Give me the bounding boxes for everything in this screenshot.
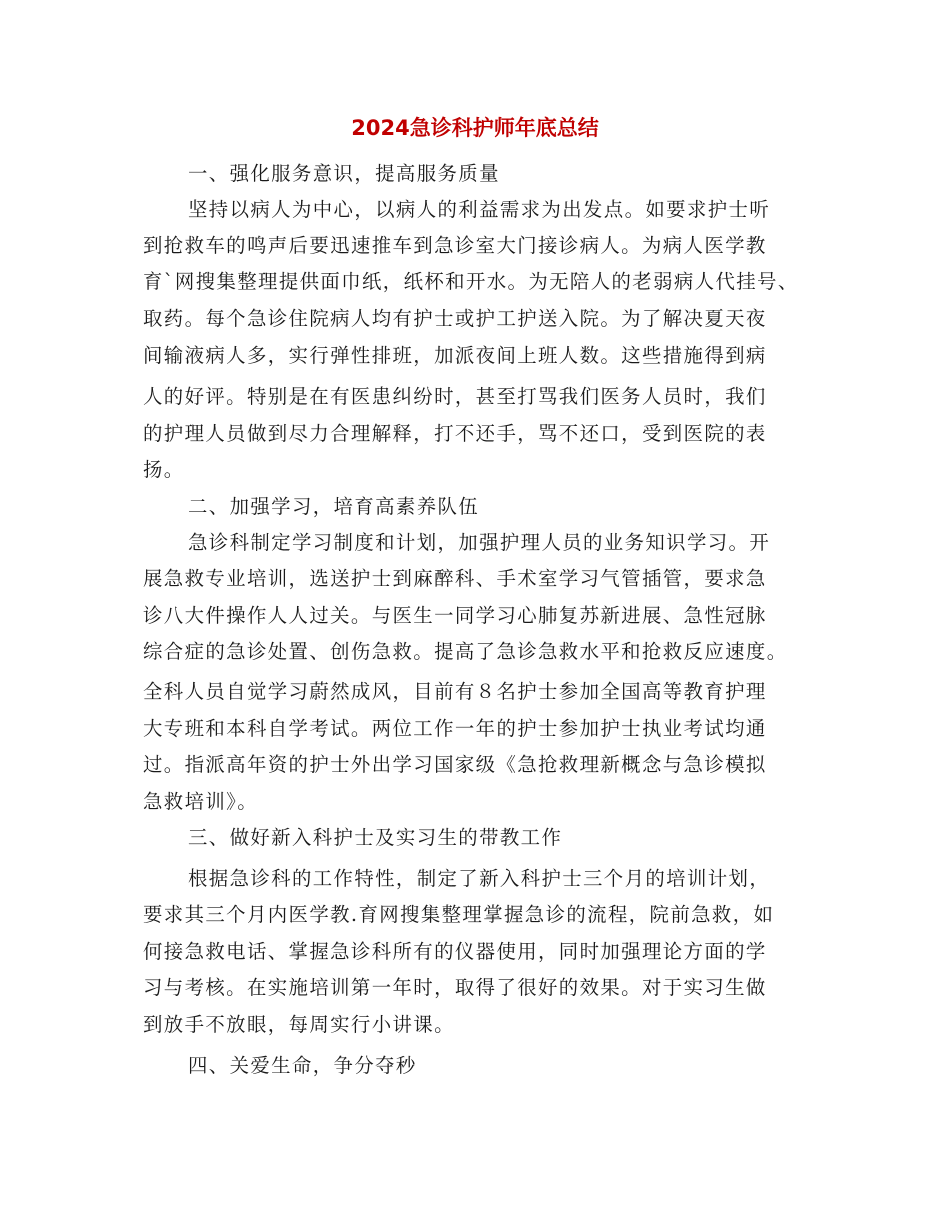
paragraph-line: 坚持以病人为中心，以病人的利益需求为出发点。如要求护士听	[188, 198, 771, 221]
section-heading-1: 一、强化服务意识，提高服务质量	[188, 162, 500, 185]
paragraph-line: 过。指派高年资的护士外出学习国家级《急抢救理新概念与急诊模拟	[143, 753, 767, 776]
paragraph-line: 大专班和本科自学考试。两位工作一年的护士参加护士执业考试均通	[143, 717, 767, 740]
paragraph-line: 要求其三个月内医学教.育网搜集整理掌握急诊的流程，院前急救，如	[143, 903, 775, 926]
paragraph-line: 的护理人员做到尽力合理解释，打不还手，骂不还口，受到医院的表	[143, 422, 767, 445]
paragraph-line: 何接急救电话、掌握急诊科所有的仪器使用，同时加强理论方面的学	[143, 940, 767, 963]
paragraph-line: 到抢救车的鸣声后要迅速推车到急诊室大门接诊病人。为病人医学教	[143, 234, 767, 257]
paragraph-line: 到放手不放眼，每周实行小讲课。	[143, 1013, 455, 1036]
paragraph-line: 人的好评。特别是在有医患纠纷时，甚至打骂我们医务人员时，我们	[143, 385, 767, 408]
paragraph-line: 急诊科制定学习制度和计划，加强护理人员的业务知识学习。开	[188, 531, 771, 554]
section-heading-3: 三、做好新入科护士及实习生的带教工作	[188, 826, 563, 849]
paragraph-line: 育`网搜集整理提供面巾纸，纸杯和开水。为无陪人的老弱病人代挂号、	[143, 270, 799, 293]
section-heading-4: 四、关爱生命，争分夺秒	[188, 1054, 417, 1077]
paragraph-line: 间输液病人多，实行弹性排班，加派夜间上班人数。这些措施得到病	[143, 344, 767, 367]
document-title: 2024急诊科护师年底总结	[351, 116, 599, 140]
paragraph-line: 展急救专业培训，选送护士到麻醉科、手术室学习气管插管，要求急	[143, 567, 767, 590]
section-heading-2: 二、加强学习，培育高素养队伍	[188, 495, 480, 518]
paragraph-line: 根据急诊科的工作特性，制定了新入科护士三个月的培训计划，	[188, 867, 771, 890]
paragraph-line: 综合症的急诊处置、创伤急救。提高了急诊急救水平和抢救反应速度。	[143, 640, 788, 663]
paragraph-line: 诊八大件操作人人过关。与医生一同学习心肺复苏新进展、急性冠脉	[143, 604, 767, 627]
paragraph-line: 全科人员自觉学习蔚然成风，目前有８名护士参加全国高等教育护理	[143, 680, 767, 703]
paragraph-line: 习与考核。在实施培训第一年时，取得了很好的效果。对于实习生做	[143, 976, 767, 999]
paragraph-line: 扬。	[143, 458, 185, 481]
paragraph-line: 急救培训》。	[143, 790, 259, 813]
paragraph-line: 取药。每个急诊住院病人均有护士或护工护送入院。为了解决夏天夜	[143, 307, 767, 330]
